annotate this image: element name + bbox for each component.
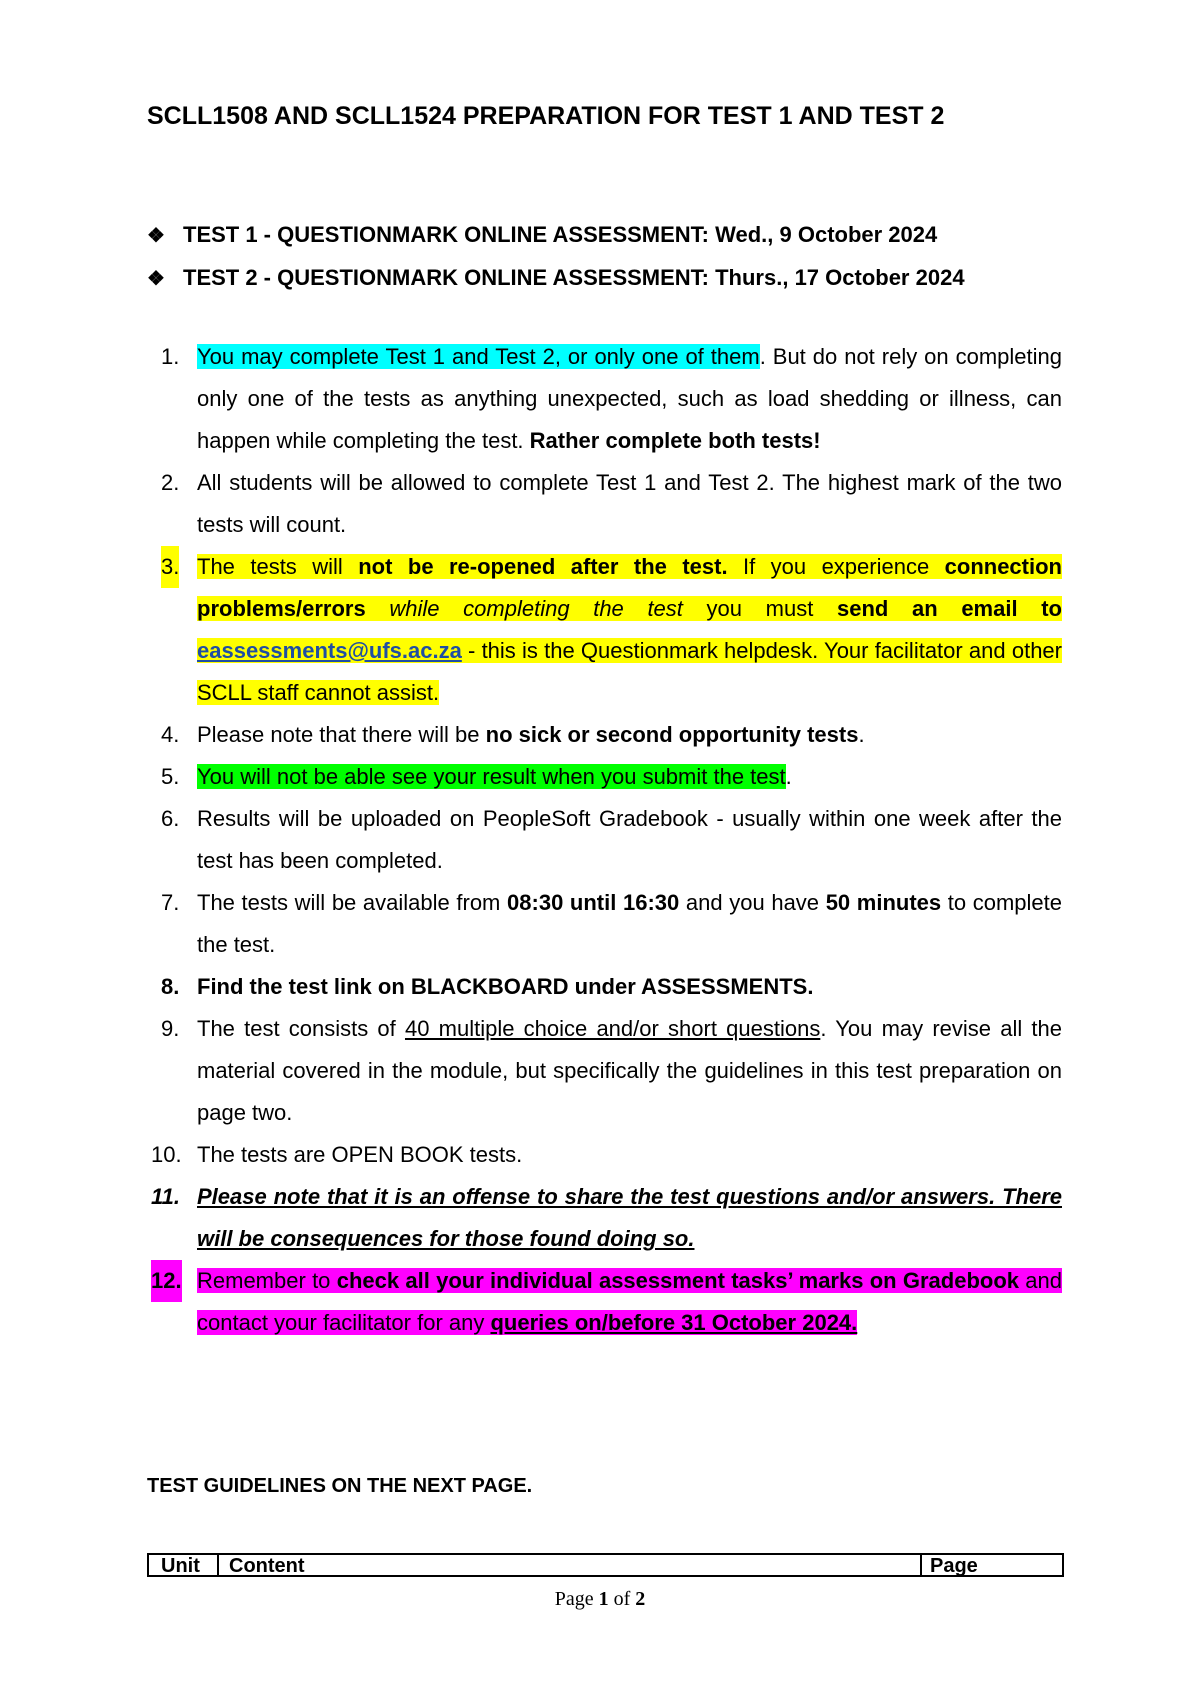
- item-text: The tests are OPEN BOOK tests.: [197, 1142, 523, 1167]
- page-footer: [0, 1588, 1200, 1611]
- italic-text: while completing the test: [389, 596, 683, 621]
- item-text: The test consists of: [197, 1016, 405, 1041]
- instruction-item-11: [147, 1176, 1062, 1260]
- item-text: Results will be uploaded on PeopleSoft Gradebook - usually within one week after the test has been completed.: [197, 806, 1062, 873]
- document-title: SCLL1508 AND SCLL1524 PREPARATION FOR TEST 1 AND TEST 2: [147, 102, 945, 130]
- instruction-item-12: [147, 1260, 1062, 1344]
- item-text: [366, 596, 390, 621]
- instruction-item-9: [147, 1008, 1062, 1134]
- item-number: 11.: [151, 1184, 180, 1209]
- item-number: 6.: [161, 806, 180, 831]
- item-number: 8.: [161, 974, 180, 999]
- instruction-item-2: [147, 462, 1062, 546]
- item-text: to complete the test.: [197, 890, 1063, 957]
- footer-current-page: 1: [598, 1588, 609, 1610]
- item-text: . But do not rely on completing only one of the tests as anything unexpected, such as load shedding or illness, can happen while completing the test.: [197, 344, 1063, 453]
- highlight-text: You will not be able see your result when you submit the test: [197, 764, 786, 789]
- emphasis-text: connection problems/errors: [197, 554, 1062, 621]
- item-text: Remember to: [197, 1268, 337, 1293]
- item-text: Find the test link on BLACKBOARD under ASSESSMENTS.: [197, 974, 814, 999]
- emphasis-text: Rather complete both tests!: [529, 428, 821, 453]
- item-number: 4.: [161, 722, 180, 747]
- emphasis-text: 50 minutes: [825, 890, 942, 915]
- test1-date-bullet: [147, 214, 1067, 257]
- emphasis-text: 08:30 until 16:30: [507, 890, 680, 915]
- item-number: 2.: [161, 470, 180, 495]
- item-number: 9.: [161, 1016, 180, 1041]
- item-number: 7.: [161, 890, 180, 915]
- underlined-text: 40 multiple choice and/or short questions: [404, 1016, 821, 1041]
- instruction-item-6: [147, 798, 1062, 882]
- item-text: .: [785, 764, 792, 789]
- next-page-note: TEST GUIDELINES ON THE NEXT PAGE.: [147, 1475, 533, 1497]
- item-text: and you have: [679, 890, 826, 915]
- diamond-bullet-icon: ❖: [147, 268, 165, 290]
- highlight-text: You may complete Test 1 and Test 2, or only one of them: [197, 344, 760, 369]
- item-text: The tests will be available from: [197, 890, 508, 915]
- item-text: .: [858, 722, 865, 747]
- instructions-list: [147, 336, 1062, 1344]
- item-number: 3.: [161, 546, 179, 588]
- item-number: 12.: [151, 1260, 182, 1302]
- emphasis-text: check all your individual assessment tasks’ marks on Gradebook: [336, 1268, 1020, 1293]
- item-text: All students will be allowed to complete Test 1 and Test 2. The highest mark of the two tests will count.: [197, 470, 1062, 537]
- test1-date-text: TEST 1 - QUESTIONMARK ONLINE ASSESSMENT: Wed., 9 October 2024: [183, 222, 938, 247]
- content-column-header: Content: [219, 1555, 922, 1575]
- item-text: and contact your facilitator for any: [197, 1268, 1062, 1335]
- test2-date-bullet: [147, 257, 1067, 300]
- instruction-item-10: [147, 1134, 1062, 1176]
- instruction-item-8: [147, 966, 1062, 1008]
- item-number: 10.: [151, 1142, 182, 1167]
- item-number: 5.: [161, 764, 180, 789]
- footer-total-pages: 2: [635, 1588, 646, 1610]
- footer-of: of: [608, 1588, 636, 1610]
- instruction-item-1: [147, 336, 1062, 462]
- item-number: 1.: [161, 344, 180, 369]
- diamond-bullet-icon: ❖: [147, 225, 165, 247]
- footer-prefix: Page: [554, 1588, 599, 1610]
- item-text: Please note that there will be: [197, 722, 486, 747]
- item-text: . You may revise all the material covered in the module, but specifically the guidelines in this test preparation on page two.: [197, 1016, 1062, 1125]
- helpdesk-email-link[interactable]: eassessments@ufs.ac.za: [197, 638, 462, 663]
- deadline-text: queries on/before 31 October 2024.: [490, 1310, 858, 1335]
- test2-date-text: TEST 2 - QUESTIONMARK ONLINE ASSESSMENT: Thurs., 17 October 2024: [183, 265, 965, 290]
- item-text: The tests will: [197, 554, 359, 579]
- unit-column-header: Unit: [149, 1555, 219, 1575]
- item-text: If you experience: [727, 554, 945, 579]
- item-text: - this is the Questionmark helpdesk. Your facilitator and other SCLL staff cannot assist.: [197, 638, 1062, 705]
- warning-text: Please note that it is an offense to share the test questions and/or answers. There will be consequences for those found doing so.: [197, 1184, 1062, 1251]
- instruction-item-4: [147, 714, 1062, 756]
- instruction-item-7: [147, 882, 1062, 966]
- emphasis-text: send an email to: [837, 596, 1062, 621]
- instruction-item-3: [147, 546, 1062, 714]
- instruction-item-5: [147, 756, 1062, 798]
- guidelines-table-header: [147, 1553, 1064, 1577]
- test-dates-list: [147, 214, 1067, 300]
- item-text: you must: [682, 596, 837, 621]
- page-column-header: Page: [930, 1555, 978, 1577]
- emphasis-text: not be re-opened after the test.: [358, 554, 728, 579]
- emphasis-text: no sick or second opportunity tests: [485, 722, 859, 747]
